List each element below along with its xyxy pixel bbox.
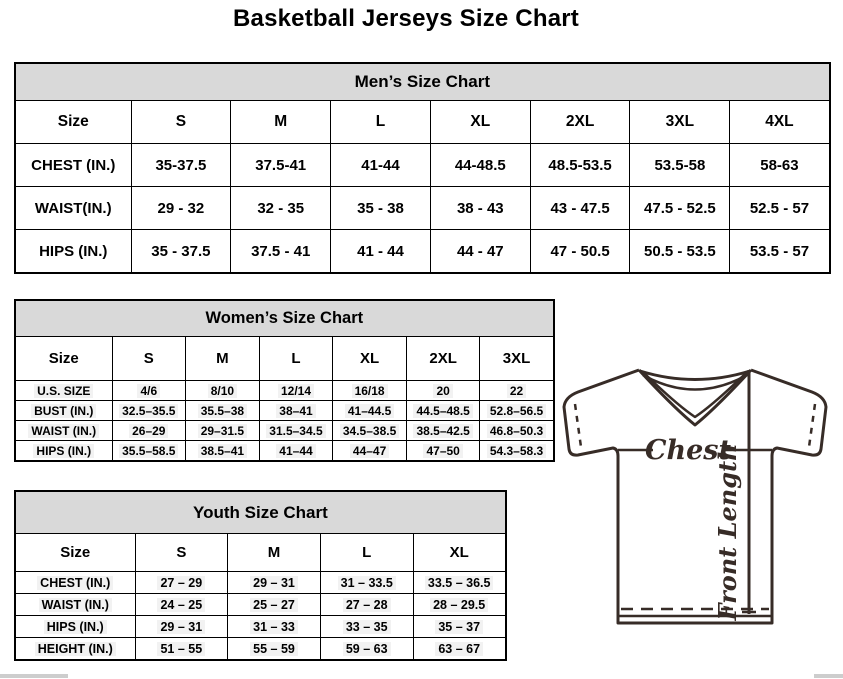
size-cell: 37.5-41 xyxy=(231,144,331,187)
col-header: XL xyxy=(333,337,407,381)
col-header: 3XL xyxy=(630,101,730,144)
col-header-size: Size xyxy=(15,534,135,572)
size-cell: 35 - 37.5 xyxy=(131,230,231,274)
col-header: XL xyxy=(430,101,530,144)
col-header: 2XL xyxy=(530,101,630,144)
size-value: 52.8–56.5 xyxy=(487,404,546,418)
size-cell xyxy=(480,381,554,401)
size-cell xyxy=(413,572,506,594)
size-value: 47–50 xyxy=(423,444,462,458)
col-header: S xyxy=(131,101,231,144)
size-value: 44.5–48.5 xyxy=(413,404,472,418)
size-cell: 53.5-58 xyxy=(630,144,730,187)
size-value: 26–29 xyxy=(129,424,168,438)
col-header: XL xyxy=(413,534,506,572)
horizontal-scrollbar-fragment-right[interactable] xyxy=(814,674,843,678)
size-cell: 50.5 - 53.5 xyxy=(630,230,730,274)
size-value: 31.5–34.5 xyxy=(266,424,325,438)
size-value: 55 – 59 xyxy=(250,642,298,656)
col-header: M xyxy=(228,534,321,572)
size-cell xyxy=(333,381,407,401)
size-value: 12/14 xyxy=(278,384,314,398)
size-cell xyxy=(112,441,186,462)
size-value: 35.5–38 xyxy=(198,404,247,418)
col-header: 2XL xyxy=(406,337,480,381)
col-header: S xyxy=(112,337,186,381)
size-cell: 41-44 xyxy=(331,144,431,187)
table-row xyxy=(15,421,554,441)
size-value: 31 – 33.5 xyxy=(338,576,396,590)
column-header-row xyxy=(15,337,554,381)
col-header-size: Size xyxy=(15,101,131,144)
chest-label: Chest xyxy=(645,435,731,466)
size-cell: 47 - 50.5 xyxy=(530,230,630,274)
size-cell xyxy=(186,381,260,401)
col-header: M xyxy=(186,337,260,381)
size-cell: 44-48.5 xyxy=(430,144,530,187)
row-label-text: BUST (IN.) xyxy=(31,404,96,418)
row-label xyxy=(15,381,112,401)
size-value: 4/6 xyxy=(137,384,160,398)
size-cell xyxy=(135,572,228,594)
mens-size-chart-table xyxy=(14,62,829,274)
front-length-label: Front Length xyxy=(713,443,742,621)
size-value: 35 – 37 xyxy=(435,620,483,634)
size-cell xyxy=(406,421,480,441)
table-row xyxy=(15,401,554,421)
row-label xyxy=(15,616,135,638)
size-cell: 35-37.5 xyxy=(131,144,231,187)
size-cell: 41 - 44 xyxy=(331,230,431,274)
row-label: HIPS (IN.) xyxy=(15,230,131,274)
size-cell: 47.5 - 52.5 xyxy=(630,187,730,230)
size-cell xyxy=(112,421,186,441)
row-label-text: WAIST (IN.) xyxy=(39,598,112,612)
row-label-text: HIPS (IN.) xyxy=(44,620,107,634)
jersey-outline xyxy=(564,370,826,623)
table-row xyxy=(15,441,554,462)
size-value: 63 – 67 xyxy=(435,642,483,656)
table-row xyxy=(15,187,830,230)
size-cell xyxy=(413,638,506,661)
col-header: 3XL xyxy=(480,337,554,381)
page-title: Basketball Jerseys Size Chart xyxy=(233,5,579,32)
size-cell: 32 - 35 xyxy=(231,187,331,230)
size-value: 35.5–58.5 xyxy=(119,444,178,458)
size-cell xyxy=(333,441,407,462)
size-cell xyxy=(413,594,506,616)
size-cell: 53.5 - 57 xyxy=(730,230,830,274)
size-value: 51 – 55 xyxy=(157,642,205,656)
row-label-text: HEIGHT (IN.) xyxy=(35,642,116,656)
size-cell xyxy=(228,572,321,594)
womens-caption: Women’s Size Chart xyxy=(15,300,554,337)
size-value: 41–44.5 xyxy=(345,404,394,418)
size-cell xyxy=(480,441,554,462)
size-value: 33 – 35 xyxy=(343,620,391,634)
row-label: CHEST (IN.) xyxy=(15,144,131,187)
table-row xyxy=(15,572,506,594)
col-header: L xyxy=(259,337,333,381)
right-sleeve-seam-dashed-line xyxy=(809,404,815,447)
table-row xyxy=(15,638,506,661)
table-row xyxy=(15,144,830,187)
size-cell xyxy=(480,401,554,421)
row-label: WAIST(IN.) xyxy=(15,187,131,230)
size-value: 38.5–42.5 xyxy=(413,424,472,438)
size-cell xyxy=(320,638,413,661)
size-value: 38–41 xyxy=(276,404,315,418)
size-cell xyxy=(333,401,407,421)
size-value: 59 – 63 xyxy=(343,642,391,656)
youth-size-chart-table xyxy=(14,490,505,661)
col-header: L xyxy=(331,101,431,144)
collar-top-arc xyxy=(640,371,750,380)
size-cell xyxy=(320,594,413,616)
size-cell: 29 - 32 xyxy=(131,187,231,230)
size-cell: 52.5 - 57 xyxy=(730,187,830,230)
size-value: 29–31.5 xyxy=(198,424,247,438)
size-cell xyxy=(135,616,228,638)
table-caption-row xyxy=(15,300,554,337)
col-header: L xyxy=(320,534,413,572)
size-value: 54.3–58.3 xyxy=(487,444,546,458)
row-label xyxy=(15,572,135,594)
size-cell xyxy=(186,401,260,421)
size-cell xyxy=(259,381,333,401)
size-cell: 58-63 xyxy=(730,144,830,187)
size-value: 38.5–41 xyxy=(198,444,247,458)
size-cell: 44 - 47 xyxy=(430,230,530,274)
size-cell: 37.5 - 41 xyxy=(231,230,331,274)
size-value: 32.5–35.5 xyxy=(119,404,178,418)
size-cell xyxy=(228,616,321,638)
size-cell: 38 - 43 xyxy=(430,187,530,230)
size-value: 24 – 25 xyxy=(157,598,205,612)
size-value: 29 – 31 xyxy=(157,620,205,634)
size-cell xyxy=(259,441,333,462)
jersey-measurement-diagram xyxy=(556,362,840,638)
size-cell xyxy=(112,401,186,421)
size-cell xyxy=(480,421,554,441)
table-caption-row xyxy=(15,491,506,534)
size-value: 16/18 xyxy=(352,384,388,398)
row-label xyxy=(15,594,135,616)
size-value: 27 – 28 xyxy=(343,598,391,612)
size-value: 25 – 27 xyxy=(250,598,298,612)
size-cell xyxy=(320,616,413,638)
size-cell xyxy=(406,381,480,401)
size-value: 41–44 xyxy=(276,444,315,458)
row-label xyxy=(15,638,135,661)
size-cell xyxy=(135,638,228,661)
col-header-size: Size xyxy=(15,337,112,381)
col-header: 4XL xyxy=(730,101,830,144)
row-label xyxy=(15,441,112,462)
row-label-text: CHEST (IN.) xyxy=(37,576,113,590)
size-cell xyxy=(406,441,480,462)
table-row xyxy=(15,230,830,274)
table-row xyxy=(15,616,506,638)
column-header-row xyxy=(15,101,830,144)
size-value: 33.5 – 36.5 xyxy=(425,576,494,590)
left-sleeve-seam-dashed-line xyxy=(575,404,581,447)
row-label-text: HIPS (IN.) xyxy=(33,444,94,458)
row-label-text: U.S. SIZE xyxy=(34,384,93,398)
size-cell xyxy=(333,421,407,441)
size-cell xyxy=(320,572,413,594)
size-cell xyxy=(259,401,333,421)
size-value: 46.8–50.3 xyxy=(487,424,546,438)
col-header: S xyxy=(135,534,228,572)
table-row xyxy=(15,594,506,616)
youth-caption: Youth Size Chart xyxy=(15,491,506,534)
size-value: 29 – 31 xyxy=(250,576,298,590)
size-cell xyxy=(135,594,228,616)
size-cell: 48.5-53.5 xyxy=(530,144,630,187)
row-label xyxy=(15,421,112,441)
size-value: 34.5–38.5 xyxy=(340,424,399,438)
size-cell xyxy=(186,441,260,462)
size-cell xyxy=(413,616,506,638)
row-label xyxy=(15,401,112,421)
table-row xyxy=(15,381,554,401)
horizontal-scrollbar-fragment-left[interactable] xyxy=(0,674,68,678)
size-cell: 35 - 38 xyxy=(331,187,431,230)
size-value: 27 – 29 xyxy=(157,576,205,590)
size-value: 44–47 xyxy=(350,444,389,458)
column-header-row xyxy=(15,534,506,572)
size-cell xyxy=(406,401,480,421)
row-label-text: WAIST (IN.) xyxy=(28,424,99,438)
mens-caption: Men’s Size Chart xyxy=(15,63,830,101)
size-value: 22 xyxy=(507,384,526,398)
size-value: 20 xyxy=(433,384,452,398)
col-header: M xyxy=(231,101,331,144)
table-caption-row xyxy=(15,63,830,101)
size-cell: 43 - 47.5 xyxy=(530,187,630,230)
size-cell xyxy=(228,594,321,616)
size-cell xyxy=(186,421,260,441)
size-value: 28 – 29.5 xyxy=(430,598,488,612)
size-cell xyxy=(259,421,333,441)
womens-size-chart-table xyxy=(14,299,553,462)
size-value: 31 – 33 xyxy=(250,620,298,634)
size-cell xyxy=(228,638,321,661)
size-cell xyxy=(112,381,186,401)
size-value: 8/10 xyxy=(208,384,237,398)
